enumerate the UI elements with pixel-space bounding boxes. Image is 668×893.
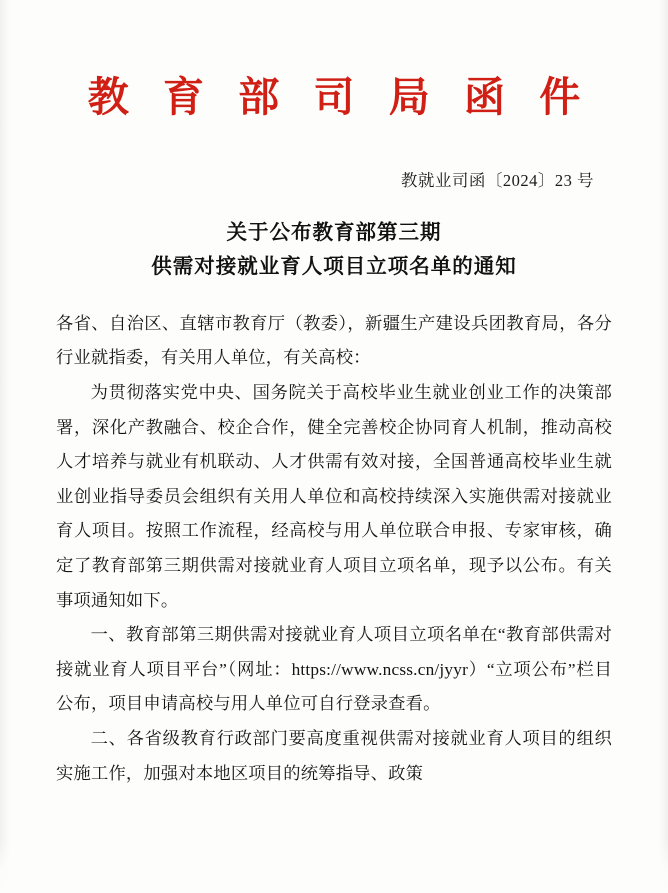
page-right-shadow	[658, 0, 668, 893]
subject-line-2: 供需对接就业育人项目立项名单的通知	[151, 256, 517, 279]
document-subject	[56, 217, 612, 285]
page-bottom-fade	[0, 841, 668, 893]
subject-line-1: 关于公布教育部第三期	[226, 222, 442, 245]
page-left-shadow	[0, 0, 10, 893]
masthead-title: 教 育 部 司 局 函 件	[87, 74, 593, 120]
document-header	[56, 0, 612, 123]
paragraph-addressees: 各省、自治区、直辖市教育厅（教委），新疆生产建设兵团教育局，各分行业就指委，有关用人单位，有关高校：	[56, 313, 612, 368]
paragraph-item-one: 一、教育部第三期供需对接就业育人项目立项名单在“教育部供需对接就业育人项目平台”（网址：https://www.ncss.cn/jyyr）“立项公布”栏目公布，项目申请高校与用人单位可自行登录查看。	[56, 625, 612, 714]
paragraph-item-two: 二、各省级教育行政部门要高度重视供需对接就业育人项目的组织实施工作，加强对本地区项目的统筹指导、政策	[56, 729, 612, 783]
document-number: 教就业司函〔2024〕23 号	[400, 171, 594, 191]
paragraph-background: 为贯彻落实党中央、国务院关于高校毕业生就业创业工作的决策部署，深化产教融合、校企合作，健全完善校企协同育人机制，推动高校人才培养与就业有机联动、人才供需有效对接，全国普通高校毕业生就业创业指导委员会组织有关用人单位和高校持续深入实施供需对接就业育人项目。按照工作流程，经高校与用人单位联合申报、专家审核，确定了教育部第三期供需对接就业育人项目立项名单，现予以公布。有关事项通知如下。	[56, 383, 612, 610]
document-body	[56, 307, 612, 791]
